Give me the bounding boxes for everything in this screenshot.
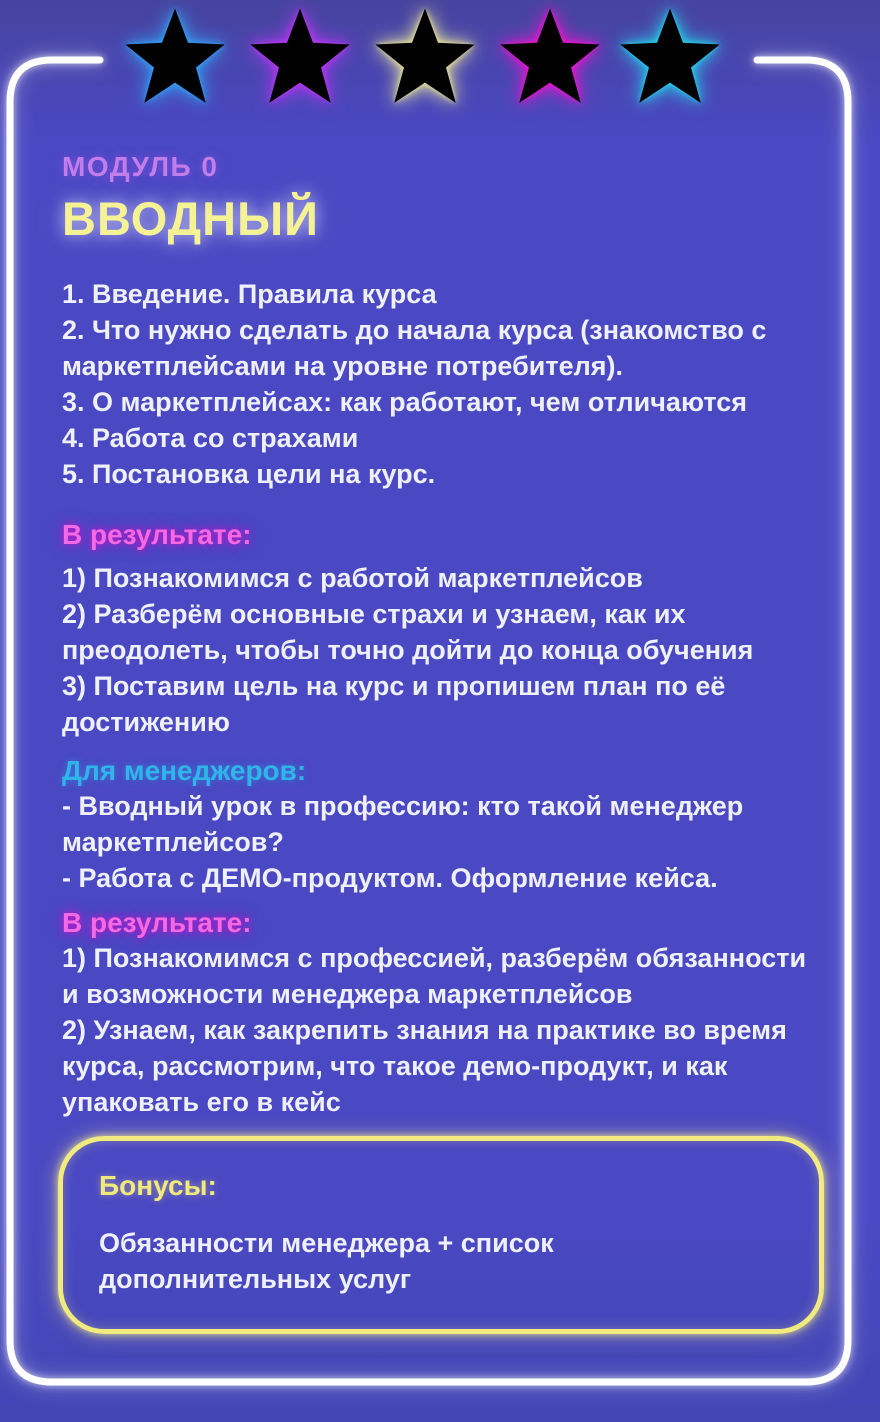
list-item: - Работа с ДЕМО-продуктом. Оформление кейса. — [62, 863, 718, 893]
neon-star-yellow-icon — [367, 0, 483, 114]
managers-list — [62, 788, 807, 896]
list-item: 2) Разберём основные страхи и узнаем, как их преодолеть, чтобы точно дойти до конца обучения — [62, 599, 754, 665]
page-title: ВВОДНЫЙ — [62, 192, 319, 245]
list-item: 3) Поставим цель на курс и пропишем план по её достижению — [62, 671, 726, 737]
lesson-list — [62, 276, 807, 492]
list-item: 2) Узнаем, как закрепить знания на практике во время курса, рассмотрим, что такое демо-продукт, и как упаковать его в кейс — [62, 1015, 787, 1117]
neon-star-blue-icon — [117, 0, 233, 114]
list-item: 1) Познакомимся с профессией, разберём обязанности и возможности менеджера маркетплейсов — [62, 943, 807, 1009]
list-item: 1) Познакомимся с работой маркетплейсов — [62, 563, 643, 593]
bonus-box — [58, 1136, 824, 1334]
results-2-heading: В результате: — [62, 907, 252, 938]
results-2-list — [62, 940, 807, 1120]
bonus-text: Обязанности менеджера + список дополнительных услуг — [99, 1228, 554, 1294]
neon-star-cyan-icon — [612, 0, 728, 114]
managers-heading: Для менеджеров: — [62, 755, 307, 786]
list-item: 5. Постановка цели на курс. — [62, 459, 436, 489]
module-label: МОДУЛЬ 0 — [62, 151, 219, 182]
list-item: 4. Работа со страхами — [62, 423, 359, 453]
results-1-list — [62, 560, 807, 740]
neon-star-violet-icon — [242, 0, 358, 114]
neon-star-magenta-icon — [492, 0, 608, 114]
results-1-heading: В результате: — [62, 519, 252, 550]
list-item: 2. Что нужно сделать до начала курса (знакомство с маркетплейсами на уровне потребителя). — [62, 315, 767, 381]
bonus-heading: Бонусы: — [99, 1170, 217, 1201]
star-row — [0, 0, 880, 118]
list-item: 3. О маркетплейсах: как работают, чем отличаются — [62, 387, 747, 417]
module-card — [62, 150, 807, 1334]
list-item: 1. Введение. Правила курса — [62, 279, 437, 309]
list-item: - Вводный урок в профессию: кто такой менеджер маркетплейсов? — [62, 791, 744, 857]
